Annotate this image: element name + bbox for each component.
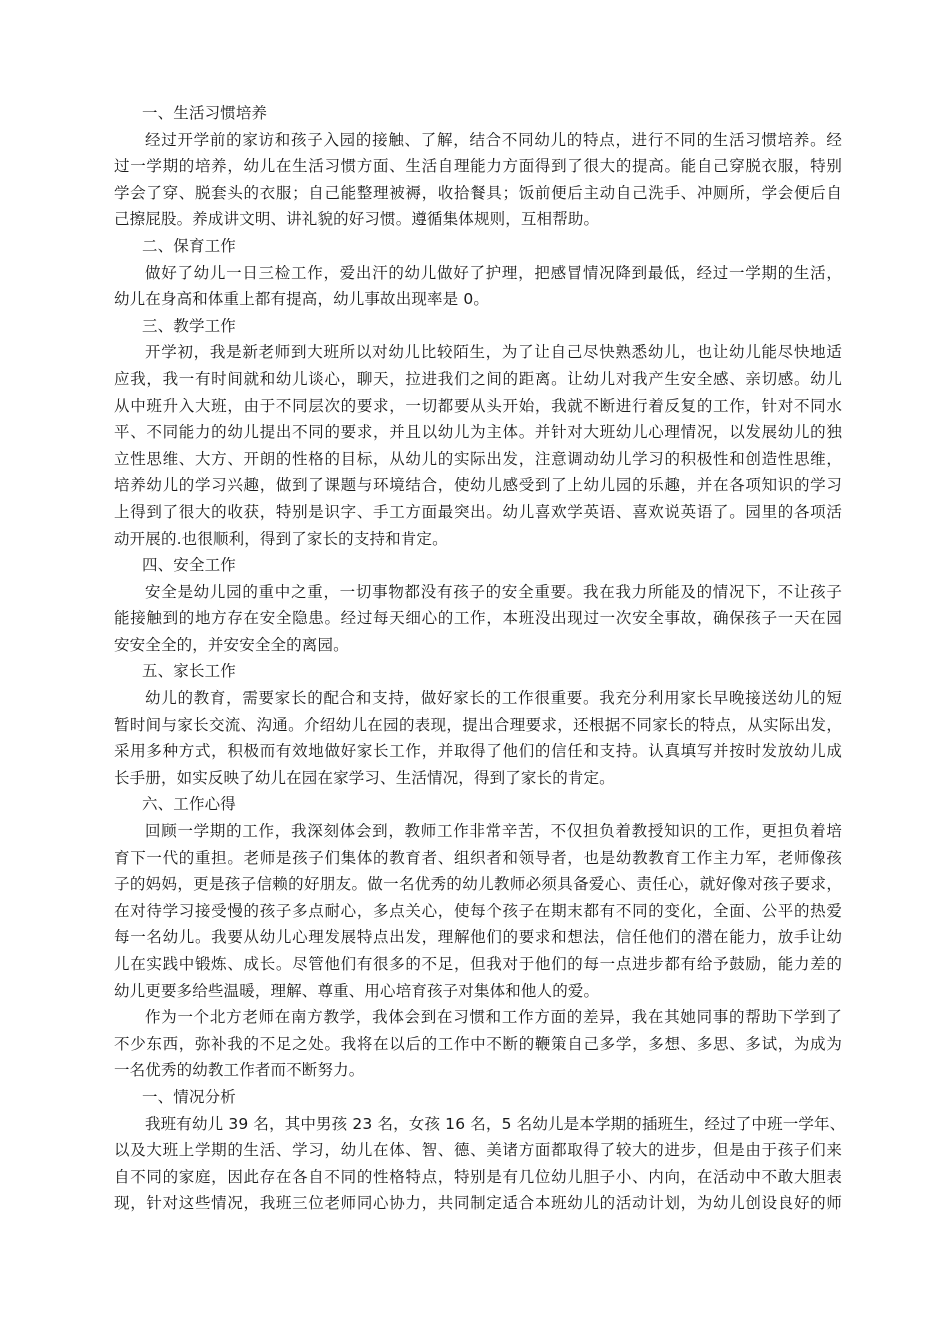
paragraph-line: 采用多种方式，积极而有效地做好家长工作，并取得了他们的信任和支持。认真填写并按时发放幼儿成 <box>114 742 842 761</box>
paragraph-line: 长手册，如实反映了幼儿在园在家学习、生活情况，得到了家长的肯定。 <box>114 768 615 787</box>
paragraph-line: 动开展的.也很顺利，得到了家长的支持和肯定。 <box>114 529 448 548</box>
paragraph-line: 育下一代的重担。老师是孩子们集体的教育者、组织者和领导者，也是幼教教育工作主力军，老师像孩 <box>114 848 842 867</box>
paragraph-line: 我班有幼儿 39 名，其中男孩 23 名，女孩 16 名，5 名幼儿是本学期的插班生，经过了中班一学年、 <box>145 1114 846 1133</box>
paragraph-line: 子的妈妈，更是孩子信赖的好朋友。做一名优秀的幼儿教师必须具备爱心、责任心，就好像对孩子要求， <box>114 875 842 894</box>
paragraph-line: 经过开学前的家访和孩子入园的接触、了解，结合不同幼儿的特点，进行不同的生活习惯培养。经 <box>145 130 842 149</box>
section-heading: 四、安全工作 <box>142 556 236 575</box>
paragraph-line: 立性思维、大方、开朗的性格的目标，从幼儿的实际出发，注意调动幼儿学习的积极性和创造性思维， <box>114 449 842 468</box>
section-heading: 一、生活习惯培养 <box>142 104 268 122</box>
paragraph-line: 应我，我一有时间就和幼儿谈心，聊天，拉进我们之间的距离。让幼儿对我产生安全感、亲切感。幼儿 <box>114 369 842 388</box>
paragraph-line: 培养幼儿的学习兴趣，做到了课题与环境结合，使幼儿感受到了上幼儿园的乐趣，并在各项知识的学习 <box>114 476 842 495</box>
paragraph-line: 儿在实践中锻炼、成长。尽管他们有很多的不足，但我对于他们的每一点进步都有给予鼓励，能力差的 <box>114 955 842 973</box>
paragraph-line: 在对待学习接受慢的孩子多点耐心，多点关心，使每个孩子在期末都有不同的变化，全面、公平的热爱 <box>114 901 842 920</box>
paragraph-line: 安全是幼儿园的重中之重，一切事物都没有孩子的安全重要。我在我力所能及的情况下，不让孩子 <box>145 582 842 601</box>
section-heading: 一、情况分析 <box>142 1087 236 1106</box>
paragraph-line: 能接触到的地方存在安全隐患。经过每天细心的工作，本班没出现过一次安全事故，确保孩子一天在园 <box>114 609 842 628</box>
paragraph-line: 回顾一学期的工作，我深刻体会到，教师工作非常辛苦，不仅担负着教授知识的工作，更担负着培 <box>145 822 842 841</box>
section-heading: 六、工作心得 <box>142 795 236 814</box>
paragraph-line: 幼儿的教育，需要家长的配合和支持，做好家长的工作很重要。我充分利用家长早晚接送幼儿的短 <box>145 689 842 708</box>
paragraph-line: 己擦屁股。养成讲文明、讲礼貌的好习惯。遵循集体规则，互相帮助。 <box>114 210 600 229</box>
paragraph-line: 幼儿在身高和体重上都有提高，幼儿事故出现率是 0。 <box>114 290 490 309</box>
section-heading: 五、家长工作 <box>142 662 236 681</box>
paragraph-line: 自不同的家庭，因此存在各自不同的性格特点，特别是有几位幼儿胆子小、内向，在活动中不敢大胆表 <box>114 1167 842 1186</box>
paragraph-line: 开学初，我是新老师到大班所以对幼儿比较陌生，为了让自己尽快熟悉幼儿，也让幼儿能尽快地适 <box>145 343 842 362</box>
paragraph-line: 上得到了很大的收获，特别是识字、手工方面最突出。幼儿喜欢学英语、喜欢说英语了。园里的各项活 <box>114 502 842 521</box>
paragraph-line: 现，针对这些情况，我班三位老师同心协力，共同制定适合本班幼儿的活动计划，为幼儿创设良好的师 <box>114 1194 842 1213</box>
paragraph-line: 做好了幼儿一日三检工作，爱出汗的幼儿做好了护理，把感冒情况降到最低，经过一学期的生活， <box>145 263 842 282</box>
paragraph-line: 一名优秀的幼教工作者而不断努力。 <box>114 1061 365 1080</box>
paragraph-line: 以及大班上学期的生活、学习，幼儿在体、智、德、美诸方面都取得了较大的进步，但是由于孩子们来 <box>114 1141 842 1160</box>
paragraph-line: 每一名幼儿。我要从幼儿心理发展特点出发，理解他们的要求和想法，信任他们的潜在能力，放手让幼 <box>114 928 842 947</box>
paragraph-line: 从中班升入大班，由于不同层次的要求，一切都要从头开始，我就不断进行着反复的工作，针对不同水 <box>114 396 842 415</box>
paragraph-line: 作为一个北方老师在南方教学，我体会到在习惯和工作方面的差异，我在其她同事的帮助下学到了 <box>145 1008 842 1027</box>
paragraph-line: 安安全全的，并安安全全的离园。 <box>114 635 349 654</box>
paragraph-line: 不少东西，弥补我的不足之处。我将在以后的工作中不断的鞭策自己多学，多想、多思、多试，为成为 <box>114 1034 842 1053</box>
section-heading: 二、保育工作 <box>142 236 236 255</box>
paragraph-line: 暂时间与家长交流、沟通。介绍幼儿在园的表现，提出合理要求，还根据不同家长的特点，从实际出发， <box>114 715 842 734</box>
paragraph-line: 平、不同能力的幼儿提出不同的要求，并且以幼儿为主体。并针对大班幼儿心理情况，以发展幼儿的独 <box>114 423 842 442</box>
paragraph-line: 过一学期的培养，幼儿在生活习惯方面、生活自理能力方面得到了很大的提高。能自己穿脱衣服，特别 <box>114 157 842 176</box>
section-heading: 三、教学工作 <box>142 316 236 335</box>
document-page <box>114 100 846 1217</box>
paragraph-line: 幼儿更要多给些温暖，理解、尊重、用心培育孩子对集体和他人的爱。 <box>114 981 600 1000</box>
paragraph-line: 学会了穿、脱套头的衣服；自己能整理被褥，收拾餐具；饭前便后主动自己洗手、冲厕所，学会便后自 <box>114 183 842 202</box>
